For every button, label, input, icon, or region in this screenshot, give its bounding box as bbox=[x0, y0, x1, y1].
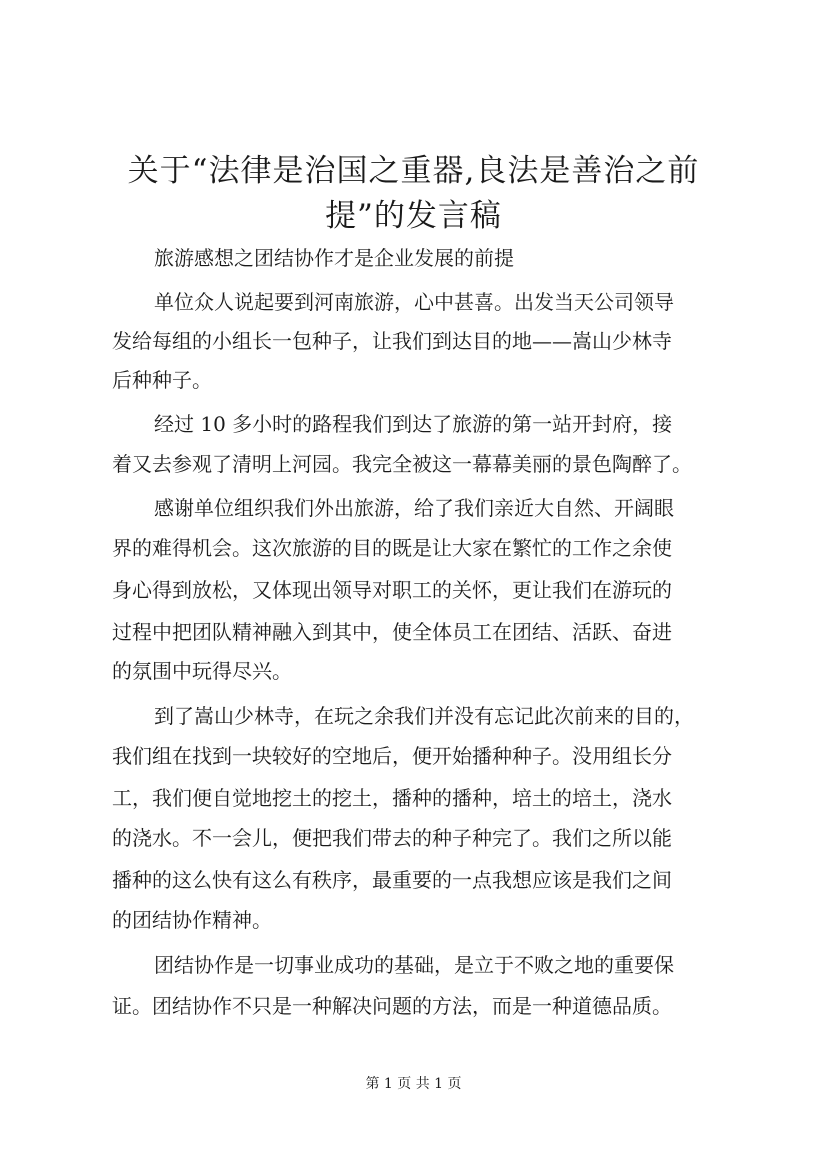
paragraph-3-line-2: 界的难得机会。这次旅游的目的既是让大家在繁忙的工作之余使 bbox=[112, 536, 672, 560]
paragraph-2-line-1: 经过 10 多小时的路程我们到达了旅游的第一站开封府，接 bbox=[154, 412, 673, 436]
paragraph-5-line-1: 团结协作是一切事业成功的基础，是立于不败之地的重要保 bbox=[154, 953, 674, 977]
paragraph-4-line-5: 播种的这么快有这么有秩序，最重要的一点我想应该是我们之间 bbox=[112, 868, 672, 892]
paragraph-4-line-1: 到了嵩山少林寺，在玩之余我们并没有忘记此次前来的目的， bbox=[154, 704, 694, 728]
subtitle-line: 旅游感想之团结协作才是企业发展的前提 bbox=[154, 246, 514, 270]
paragraph-4-line-6: 的团结协作精神。 bbox=[112, 908, 272, 932]
paragraph-1-line-2: 发给每组的小组长一包种子，让我们到达目的地——嵩山少林寺 bbox=[112, 329, 672, 353]
paragraph-3-line-5: 的氛围中玩得尽兴。 bbox=[112, 659, 292, 683]
paragraph-4-line-2: 我们组在找到一块较好的空地后，便开始播种种子。没用组长分 bbox=[112, 744, 672, 768]
paragraph-1-line-1: 单位众人说起要到河南旅游，心中甚喜。出发当天公司领导 bbox=[154, 290, 674, 314]
paragraph-3-line-4: 过程中把团队精神融入到其中，使全体员工在团结、活跃、奋进 bbox=[112, 620, 672, 644]
paragraph-5-line-2: 证。团结协作不只是一种解决问题的方法，而是一种道德品质。 bbox=[112, 994, 672, 1018]
document-title-line-1: 关于“法律是治国之重器,良法是善治之前 bbox=[127, 153, 700, 189]
paragraph-4-line-4: 的浇水。不一会儿，便把我们带去的种子种完了。我们之所以能 bbox=[112, 826, 672, 850]
page-number-footer: 第 1 页 共 1 页 bbox=[365, 1076, 462, 1092]
paragraph-3-line-1: 感谢单位组织我们外出旅游，给了我们亲近大自然、开阔眼 bbox=[154, 496, 674, 520]
document-title-line-2: 提”的发言稿 bbox=[325, 198, 502, 234]
paragraph-1-line-3: 后种种子。 bbox=[112, 368, 212, 392]
paragraph-4-line-3: 工，我们便自觉地挖土的挖土，播种的播种，培土的培土，浇水 bbox=[112, 786, 672, 810]
paragraph-3-line-3: 身心得到放松，又体现出领导对职工的关怀，更让我们在游玩的 bbox=[112, 578, 672, 602]
paragraph-2-line-2: 着又去参观了清明上河园。我完全被这一幕幕美丽的景色陶醉了。 bbox=[112, 452, 692, 476]
